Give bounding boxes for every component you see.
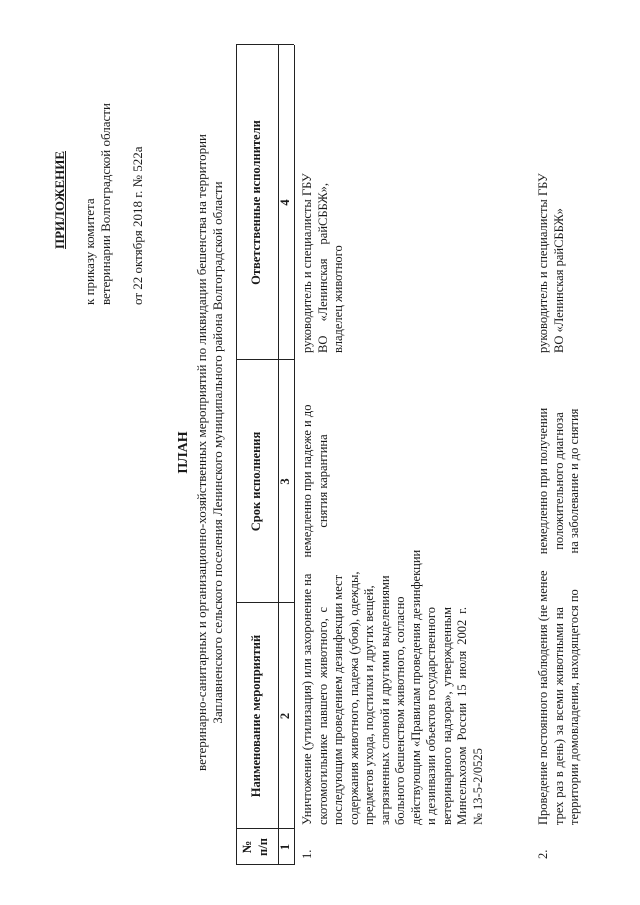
- appendix-line-3: от 22 октября 2018 г. № 522а: [130, 146, 145, 305]
- header-num: № п/п: [240, 838, 270, 856]
- row-1-executors: руководитель и специалисты ГБУ ВО «Ленинская райСББЖ», владелец животного: [300, 173, 345, 353]
- header-number-1: 1: [278, 843, 292, 851]
- row-2-name: Проведение постоянного наблюдения (не менее трех раз в день) за всеми животными на территории домовладения, находящегося по: [536, 570, 581, 825]
- row-1-name: Уничтожение (утилизация) или захоронение на скотомогильнике павшего животного, с последующим проведением дезинфекции мест содержания животного, падежа (убоя), одежды, предметов ухода, подстилки и других вещей, загрязненных слюной и другими выделениями больного бешенством животного, согласно действующим «Правилам проведения дезинфекции и дезинвазии объектов государственного ветеринарного надзора», утвержденным Минсельхозом России 15 июля 2002 г. № 13-5-2/0525: [300, 549, 485, 825]
- header-deadline: Срок исполнения: [249, 431, 263, 532]
- appendix-title: ПРИЛОЖЕНИЕ: [52, 150, 67, 250]
- row-2-deadline: немедленно при получении положительного диагноза на заболевание и до снятия: [536, 407, 581, 555]
- appendix-line-2: ветеринарии Волгоградской области: [98, 103, 113, 305]
- row-1-deadline: немедленно при падеже и до снятия карантина: [300, 404, 330, 558]
- header-number-2: 2: [278, 712, 292, 720]
- table-top-border: [236, 45, 237, 865]
- appendix-line-1: к приказу комитета: [82, 198, 97, 305]
- header-name: Наименование мероприятий: [249, 634, 263, 798]
- row-2-executors: руководитель и специалисты ГБУ ВО «Ленинская райСББЖ»: [536, 173, 566, 353]
- header-number-3: 3: [278, 478, 292, 485]
- table-numbers-border: [294, 45, 295, 865]
- plan-subtitle-line-2: Заплавненского сельского поселения Ленинского муниципального района Волгоградской области: [210, 181, 225, 724]
- row-2-num: 2.: [536, 849, 550, 859]
- plan-title: ПЛАН: [176, 431, 191, 474]
- plan-table: [236, 45, 640, 865]
- header-number-4: 4: [278, 199, 292, 206]
- header-executors: Ответственные исполнители: [249, 120, 263, 285]
- plan-subtitle-line-1: ветеринарно-санитарных и организационно-хозяйственных мероприятий по ликвидации бешенства на территории: [194, 134, 209, 771]
- row-1-num: 1.: [300, 849, 314, 859]
